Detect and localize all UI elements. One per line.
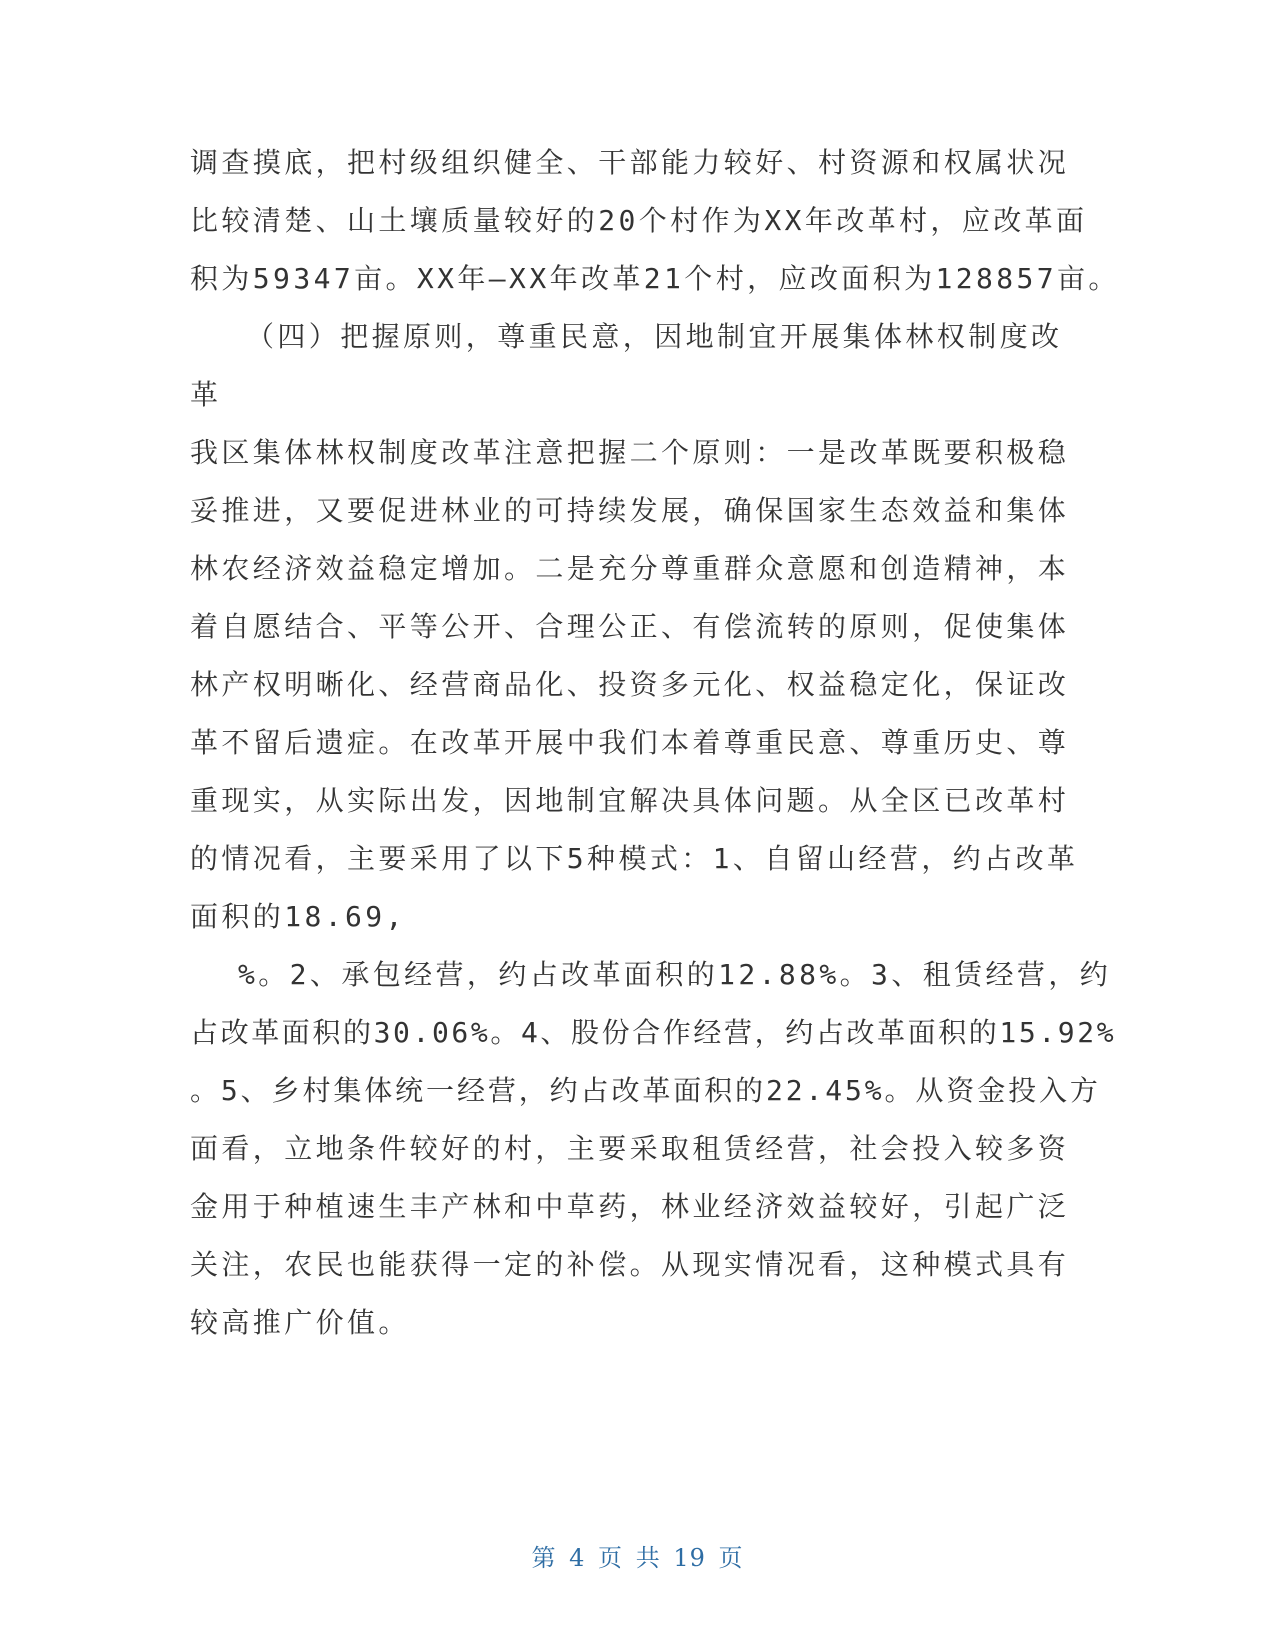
footer-prefix: 第 (531, 1544, 557, 1572)
section-heading: （四）把握原则，尊重民意，因地制宜开展集体林权制度改 (246, 320, 1063, 353)
page-footer (0, 1543, 1275, 1573)
text-line: 着自愿结合、平等公开、合理公正、有偿流转的原则，促使集体 (190, 610, 1070, 643)
footer-total-label: 页 (718, 1544, 744, 1572)
text-line: 较高推广价值。 (190, 1306, 410, 1339)
footer-total-prefix: 共 (635, 1544, 661, 1572)
section-heading-continued: 革 (190, 378, 222, 411)
text-line: 面积的18.69, (190, 900, 406, 933)
text-line: %。2、承包经营，约占改革面积的12.88%。3、租赁经营，约 (238, 958, 1112, 991)
text-line: 占改革面积的30.06%。4、股份合作经营，约占改革面积的15.92% (190, 1016, 1117, 1049)
text-line: 妥推进，又要促进林业的可持续发展，确保国家生态效益和集体 (190, 494, 1070, 527)
text-line: 积为59347亩。XX年—XX年改革21个村，应改面积为128857亩。 (190, 262, 1120, 295)
text-line: 金用于种植速生丰产林和中草药，林业经济效益较好，引起广泛 (190, 1190, 1070, 1223)
text-line: 我区集体林权制度改革注意把握二个原则：一是改革既要积极稳 (190, 436, 1070, 469)
text-line: 林农经济效益稳定增加。二是充分尊重群众意愿和创造精神，本 (190, 552, 1070, 585)
text-line: 重现实，从实际出发，因地制宜解决具体问题。从全区已改革村 (190, 784, 1070, 817)
footer-page-label: 页 (598, 1544, 624, 1572)
text-line: 。5、乡村集体统一经营，约占改革面积的22.45%。从资金投入方 (190, 1074, 1101, 1107)
footer-total-pages: 19 (673, 1544, 706, 1572)
text-line: 调查摸底，把村级组织健全、干部能力较好、村资源和权属状况 (190, 146, 1070, 179)
text-line: 面看，立地条件较好的村，主要采取租赁经营，社会投入较多资 (190, 1132, 1070, 1165)
text-line: 关注，农民也能获得一定的补偿。从现实情况看，这种模式具有 (190, 1248, 1070, 1281)
text-line: 林产权明晰化、经营商品化、投资多元化、权益稳定化，保证改 (190, 668, 1070, 701)
text-line: 革不留后遗症。在改革开展中我们本着尊重民意、尊重历史、尊 (190, 726, 1070, 759)
footer-current-page: 4 (569, 1544, 586, 1572)
text-line: 的情况看，主要采用了以下5种模式：1、自留山经营，约占改革 (190, 842, 1079, 875)
text-line: 比较清楚、山土壤质量较好的20个村作为XX年改革村，应改革面 (190, 204, 1088, 237)
